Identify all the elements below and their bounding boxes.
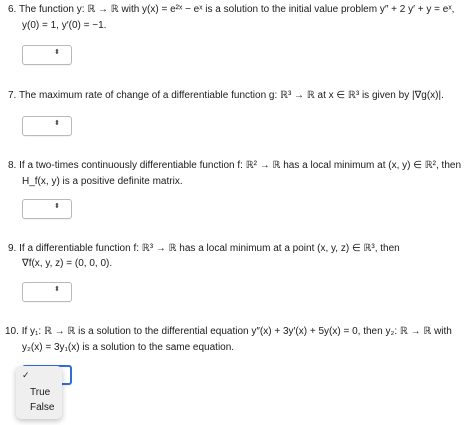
question-6-line-1: 6. The function y: ℝ → ℝ with y(x) = e²ˣ − eˣ is a solution to the initial value problem y″ + 2 y′ + y = eˣ, bbox=[8, 4, 455, 15]
select-arrows-icon: ⬍ bbox=[54, 202, 60, 210]
checkmark-icon: ✓ bbox=[22, 370, 30, 380]
question-8-line-1: 8. If a two-times continuously differentiable function f: ℝ² → ℝ has a local minimum at (x, y) ∈ ℝ², then bbox=[8, 160, 462, 171]
question-9-line-1: 9. If a differentiable function f: ℝ³ → ℝ has a local minimum at a point (x, y, z) ∈ ℝ³, then bbox=[8, 243, 400, 254]
question-7-select[interactable] bbox=[22, 116, 72, 136]
question-6-line-2: y(0) = 1, y′(0) = −1. bbox=[22, 20, 107, 31]
question-10-line-2: y₂(x) = 3y₁(x) is a solution to the same equation. bbox=[22, 342, 235, 353]
dropdown-option-false[interactable]: False bbox=[30, 402, 55, 413]
question-8-select[interactable] bbox=[22, 199, 72, 219]
question-10-dropdown-menu bbox=[16, 366, 62, 419]
question-6-select[interactable] bbox=[22, 45, 72, 65]
dropdown-option-true[interactable]: True bbox=[30, 387, 51, 398]
select-arrows-icon: ⬍ bbox=[54, 119, 60, 127]
question-9-line-2: ∇f(x, y, z) = (0, 0, 0). bbox=[22, 258, 113, 269]
select-arrows-icon: ⬍ bbox=[54, 48, 60, 56]
question-8-line-2: H_f(x, y) is a positive definite matrix. bbox=[22, 176, 183, 187]
question-10-line-1: 10. If y₁: ℝ → ℝ is a solution to the differential equation y″(x) + 3y′(x) + 5y(x) = 0, then y₂: ℝ → ℝ with bbox=[5, 326, 452, 337]
question-9-select[interactable] bbox=[22, 282, 72, 302]
select-arrows-icon: ⬍ bbox=[54, 285, 60, 293]
question-7-line-1: 7. The maximum rate of change of a differentiable function g: ℝ³ → ℝ at x ∈ ℝ³ is given by |∇g(x)|. bbox=[8, 90, 444, 101]
